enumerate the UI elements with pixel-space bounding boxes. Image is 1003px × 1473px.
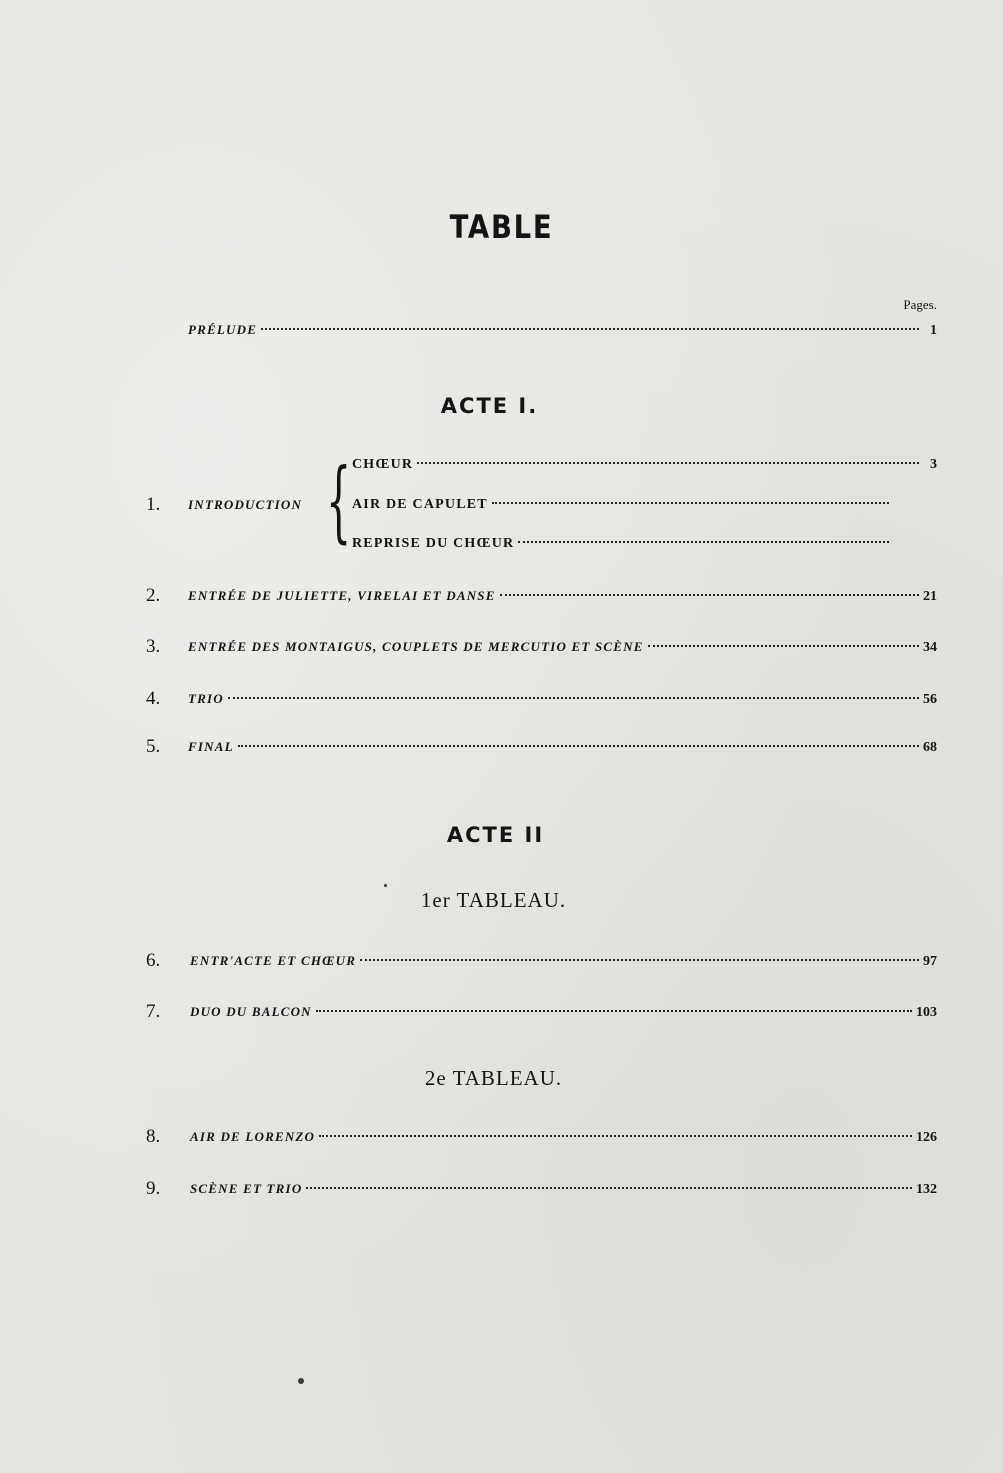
dot-leader (518, 541, 889, 543)
entry-name: REPRISE DU CHŒUR (352, 536, 515, 551)
entry-page: 3 (930, 457, 937, 472)
act-heading-1: ACTE I. (440, 394, 539, 418)
toc-entry (188, 639, 937, 661)
entry-page: 56 (923, 692, 937, 707)
ink-speck (384, 884, 387, 887)
dot-leader (316, 1010, 912, 1012)
entry-number: 5. (146, 736, 161, 757)
entry-page: 103 (916, 1005, 937, 1020)
entry-name-introduction: INTRODUCTION (188, 497, 303, 512)
toc-entry (190, 1004, 937, 1026)
ink-speck (298, 1378, 304, 1384)
entry-page: 34 (923, 640, 937, 655)
toc-entry (188, 739, 937, 761)
dot-leader (306, 1187, 912, 1189)
entry-name: ENTRÉE DE JULIETTE, VIRELAI ET DANSE (188, 588, 496, 603)
entry-number: 1. (146, 494, 161, 515)
dot-leader (238, 745, 919, 747)
entry-page: 132 (916, 1182, 937, 1197)
entry-number: 9. (146, 1178, 161, 1199)
toc-entry (190, 953, 937, 975)
tableau-heading-1: 1er TABLEAU. (420, 888, 567, 912)
dot-leader (500, 594, 919, 596)
entry-name: PRÉLUDE (188, 322, 258, 337)
entry-number: 2. (146, 585, 161, 606)
entry-name: ENTRÉE DES MONTAIGUS, COUPLETS DE MERCUTIO ET SCÈNE (188, 639, 644, 654)
entry-number: 6. (146, 950, 161, 971)
dot-leader (648, 645, 919, 647)
toc-subentry (352, 536, 907, 558)
entry-name: FINAL (188, 739, 234, 754)
dot-leader (417, 462, 919, 464)
entry-page: 126 (916, 1130, 937, 1145)
toc-subentry (352, 497, 907, 519)
entry-number: 3. (146, 636, 161, 657)
pages-column-label: Pages. (903, 297, 937, 312)
toc-entry (190, 1181, 937, 1203)
page-title: TABLE (449, 208, 554, 246)
entry-page: 97 (923, 954, 937, 969)
tableau-heading-2: 2e TABLEAU. (424, 1066, 563, 1090)
toc-entry-prelude (188, 322, 937, 344)
entry-number: 7. (146, 1001, 161, 1022)
entry-name: AIR DE CAPULET (352, 497, 488, 512)
toc-subentry (352, 457, 937, 479)
toc-entry (188, 588, 937, 610)
entry-number: 8. (146, 1126, 161, 1147)
curly-brace-icon: { (326, 449, 352, 552)
toc-entry (190, 1129, 937, 1151)
act-heading-2: ACTE II (446, 823, 545, 847)
entry-name: SCÈNE ET TRIO (190, 1181, 303, 1196)
entry-name: CHŒUR (352, 457, 414, 472)
toc-entry (188, 691, 937, 713)
dot-leader (228, 697, 919, 699)
dot-leader (492, 502, 889, 504)
entry-page: 68 (923, 740, 937, 755)
dot-leader (360, 959, 919, 961)
entry-page: 21 (923, 589, 937, 604)
entry-name: TRIO (188, 691, 224, 706)
dot-leader (319, 1135, 912, 1137)
entry-name: ENTR'ACTE ET CHŒUR (190, 953, 357, 968)
entry-number: 4. (146, 688, 161, 709)
entry-name: AIR DE LORENZO (190, 1129, 316, 1144)
entry-page: 1 (930, 323, 937, 338)
entry-name: DUO DU BALCON (190, 1004, 312, 1019)
dot-leader (261, 328, 919, 330)
